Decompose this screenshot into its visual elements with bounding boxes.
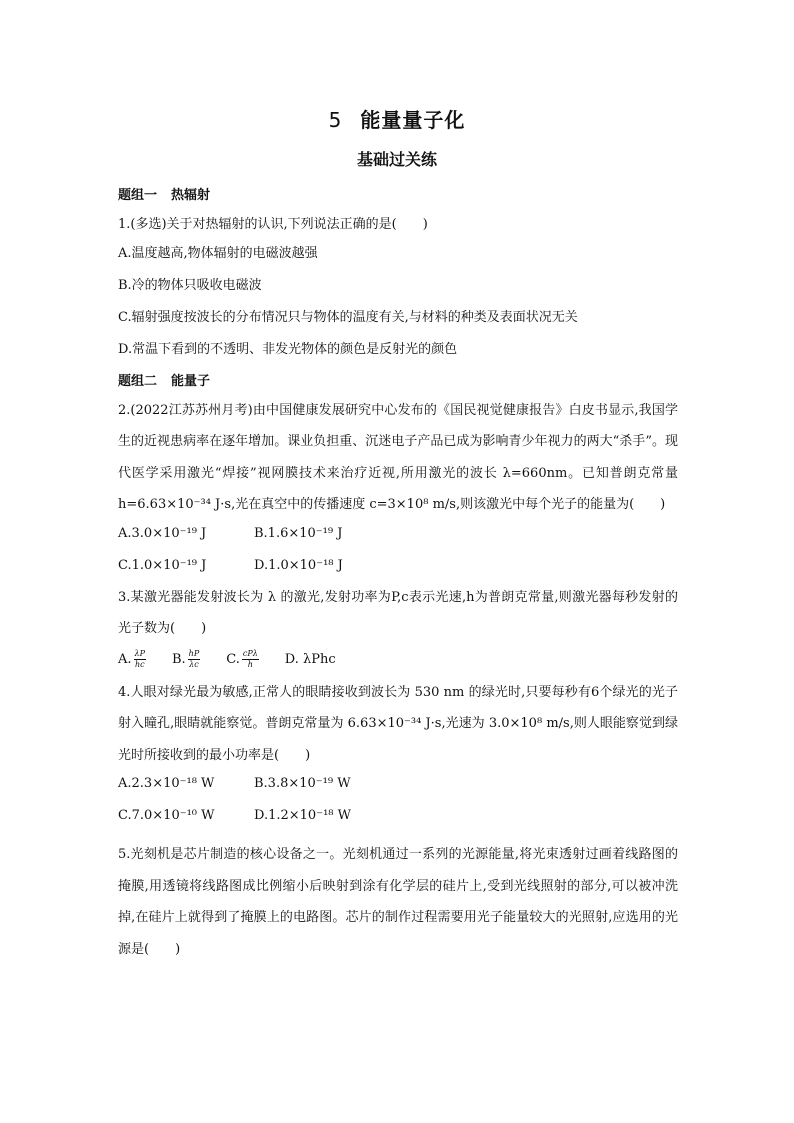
numerator: cPλ — [242, 648, 258, 658]
numerator: λP — [134, 648, 145, 658]
question-4-options-row-2 — [118, 807, 678, 824]
question-4-option-d: D.1.2×10⁻¹⁸ W — [254, 808, 351, 823]
numerator: hP — [188, 648, 200, 658]
page-title — [0, 104, 794, 133]
question-3-options — [118, 649, 678, 670]
fraction — [134, 649, 146, 670]
denominator: h — [247, 659, 253, 669]
group-name: 热辐射 — [171, 188, 211, 203]
questions-content — [118, 187, 678, 969]
option-label: A. — [118, 651, 132, 667]
question-2-options-row-2 — [118, 557, 678, 574]
question-5-stem: 5.光刻机是芯片制造的核心设备之一。光刻机通过一系列的光源能量,将光束透射过画着线路图的掩膜,用透镜将线路图成比例缩小后映射到涂有化学层的硅片上,受到光线照射的部分,可以被冲洗掉,在硅片上就得到了掩膜上的电路图。芯片的制作过程需要用光子能量较大的光照射,应选用的光源是( ) — [118, 847, 678, 957]
fraction — [242, 649, 259, 670]
question-2-option-b: B.1.6×10⁻¹⁹ J — [254, 525, 343, 541]
group-label: 题组二 — [118, 373, 158, 389]
question-3-option-a — [118, 649, 146, 670]
question-4-option-b: B.3.8×10⁻¹⁹ W — [254, 776, 351, 791]
denominator: λc — [189, 659, 199, 669]
question-1-option-a: A.温度越高,物体辐射的电磁波越强 — [118, 245, 318, 261]
question-3-stem: 3.某激光器能发射波长为 λ 的激光,发射功率为P,c表示光速,h为普朗克常量,则激光器每秒发射的光子数为( ) — [118, 589, 678, 636]
question-1-option-b: B.冷的物体只吸收电磁波 — [118, 277, 262, 293]
section-title: 能量量子化 — [360, 108, 466, 132]
question-1-option-d: D.常温下看到的不透明、非发光物体的颜色是反射光的颜色 — [118, 341, 458, 357]
question-4-options-row-1 — [118, 775, 678, 792]
question-2-option-c: C.1.0×10⁻¹⁹ J — [118, 557, 207, 573]
question-2-options-row-1 — [118, 525, 678, 542]
group-heading-2 — [118, 373, 678, 390]
question-2-stem: 2.(2022江苏苏州月考)由中国健康发展研究中心发布的《国民视觉健康报告》白皮书显示,我国学生的近视患病率在逐年增加。课业负担重、沉迷电子产品已成为影响青少年视力的两大“杀手”。现代医学采用激光“焊接”视网膜技术来治疗近视,所用激光的波长 λ=660nm。已知普朗克常量 h=6.63×10⁻³⁴ J·s,光在真空中的传播速度 c=3×10⁸ m/s,则该激光中每个光子的能量为( ) — [118, 402, 678, 512]
question-1-option-c: C.辐射强度按波长的分布情况只与物体的温度有关,与材料的种类及表面状况无关 — [118, 309, 578, 325]
option-label: C. — [226, 651, 240, 667]
section-number: 5 — [328, 108, 343, 132]
group-name: 能量子 — [171, 373, 211, 389]
question-3-option-d: D. λPhc — [284, 651, 336, 667]
option-label: B. — [171, 651, 186, 667]
page-subtitle: 基础过关练 — [356, 150, 437, 169]
question-4-option-c: C.7.0×10⁻¹⁰ W — [118, 808, 215, 823]
question-3-option-b — [172, 649, 200, 670]
fraction — [188, 649, 201, 670]
question-4-option-a: A.2.3×10⁻¹⁸ W — [118, 776, 215, 791]
question-1-stem: 1.(多选)关于对热辐射的认识,下列说法正确的是( ) — [118, 217, 428, 232]
denominator: hc — [134, 659, 145, 669]
group-label: 题组一 — [118, 188, 158, 203]
question-3-option-c — [226, 649, 259, 670]
group-heading-1 — [118, 187, 678, 204]
question-2-option-a: A.3.0×10⁻¹⁹ J — [118, 525, 207, 541]
question-2-option-d: D.1.0×10⁻¹⁸ J — [254, 557, 343, 573]
question-4-stem: 4.人眼对绿光最为敏感,正常人的眼睛接收到波长为 530 nm 的绿光时,只要每秒有6个绿光的光子射入瞳孔,眼睛就能察觉。普朗克常量为 6.63×10⁻³⁴ J·s,光速为 3.0×10⁸ m/s,则人眼能察觉到绿光时所接收到的最小功率是( ) — [118, 684, 678, 763]
